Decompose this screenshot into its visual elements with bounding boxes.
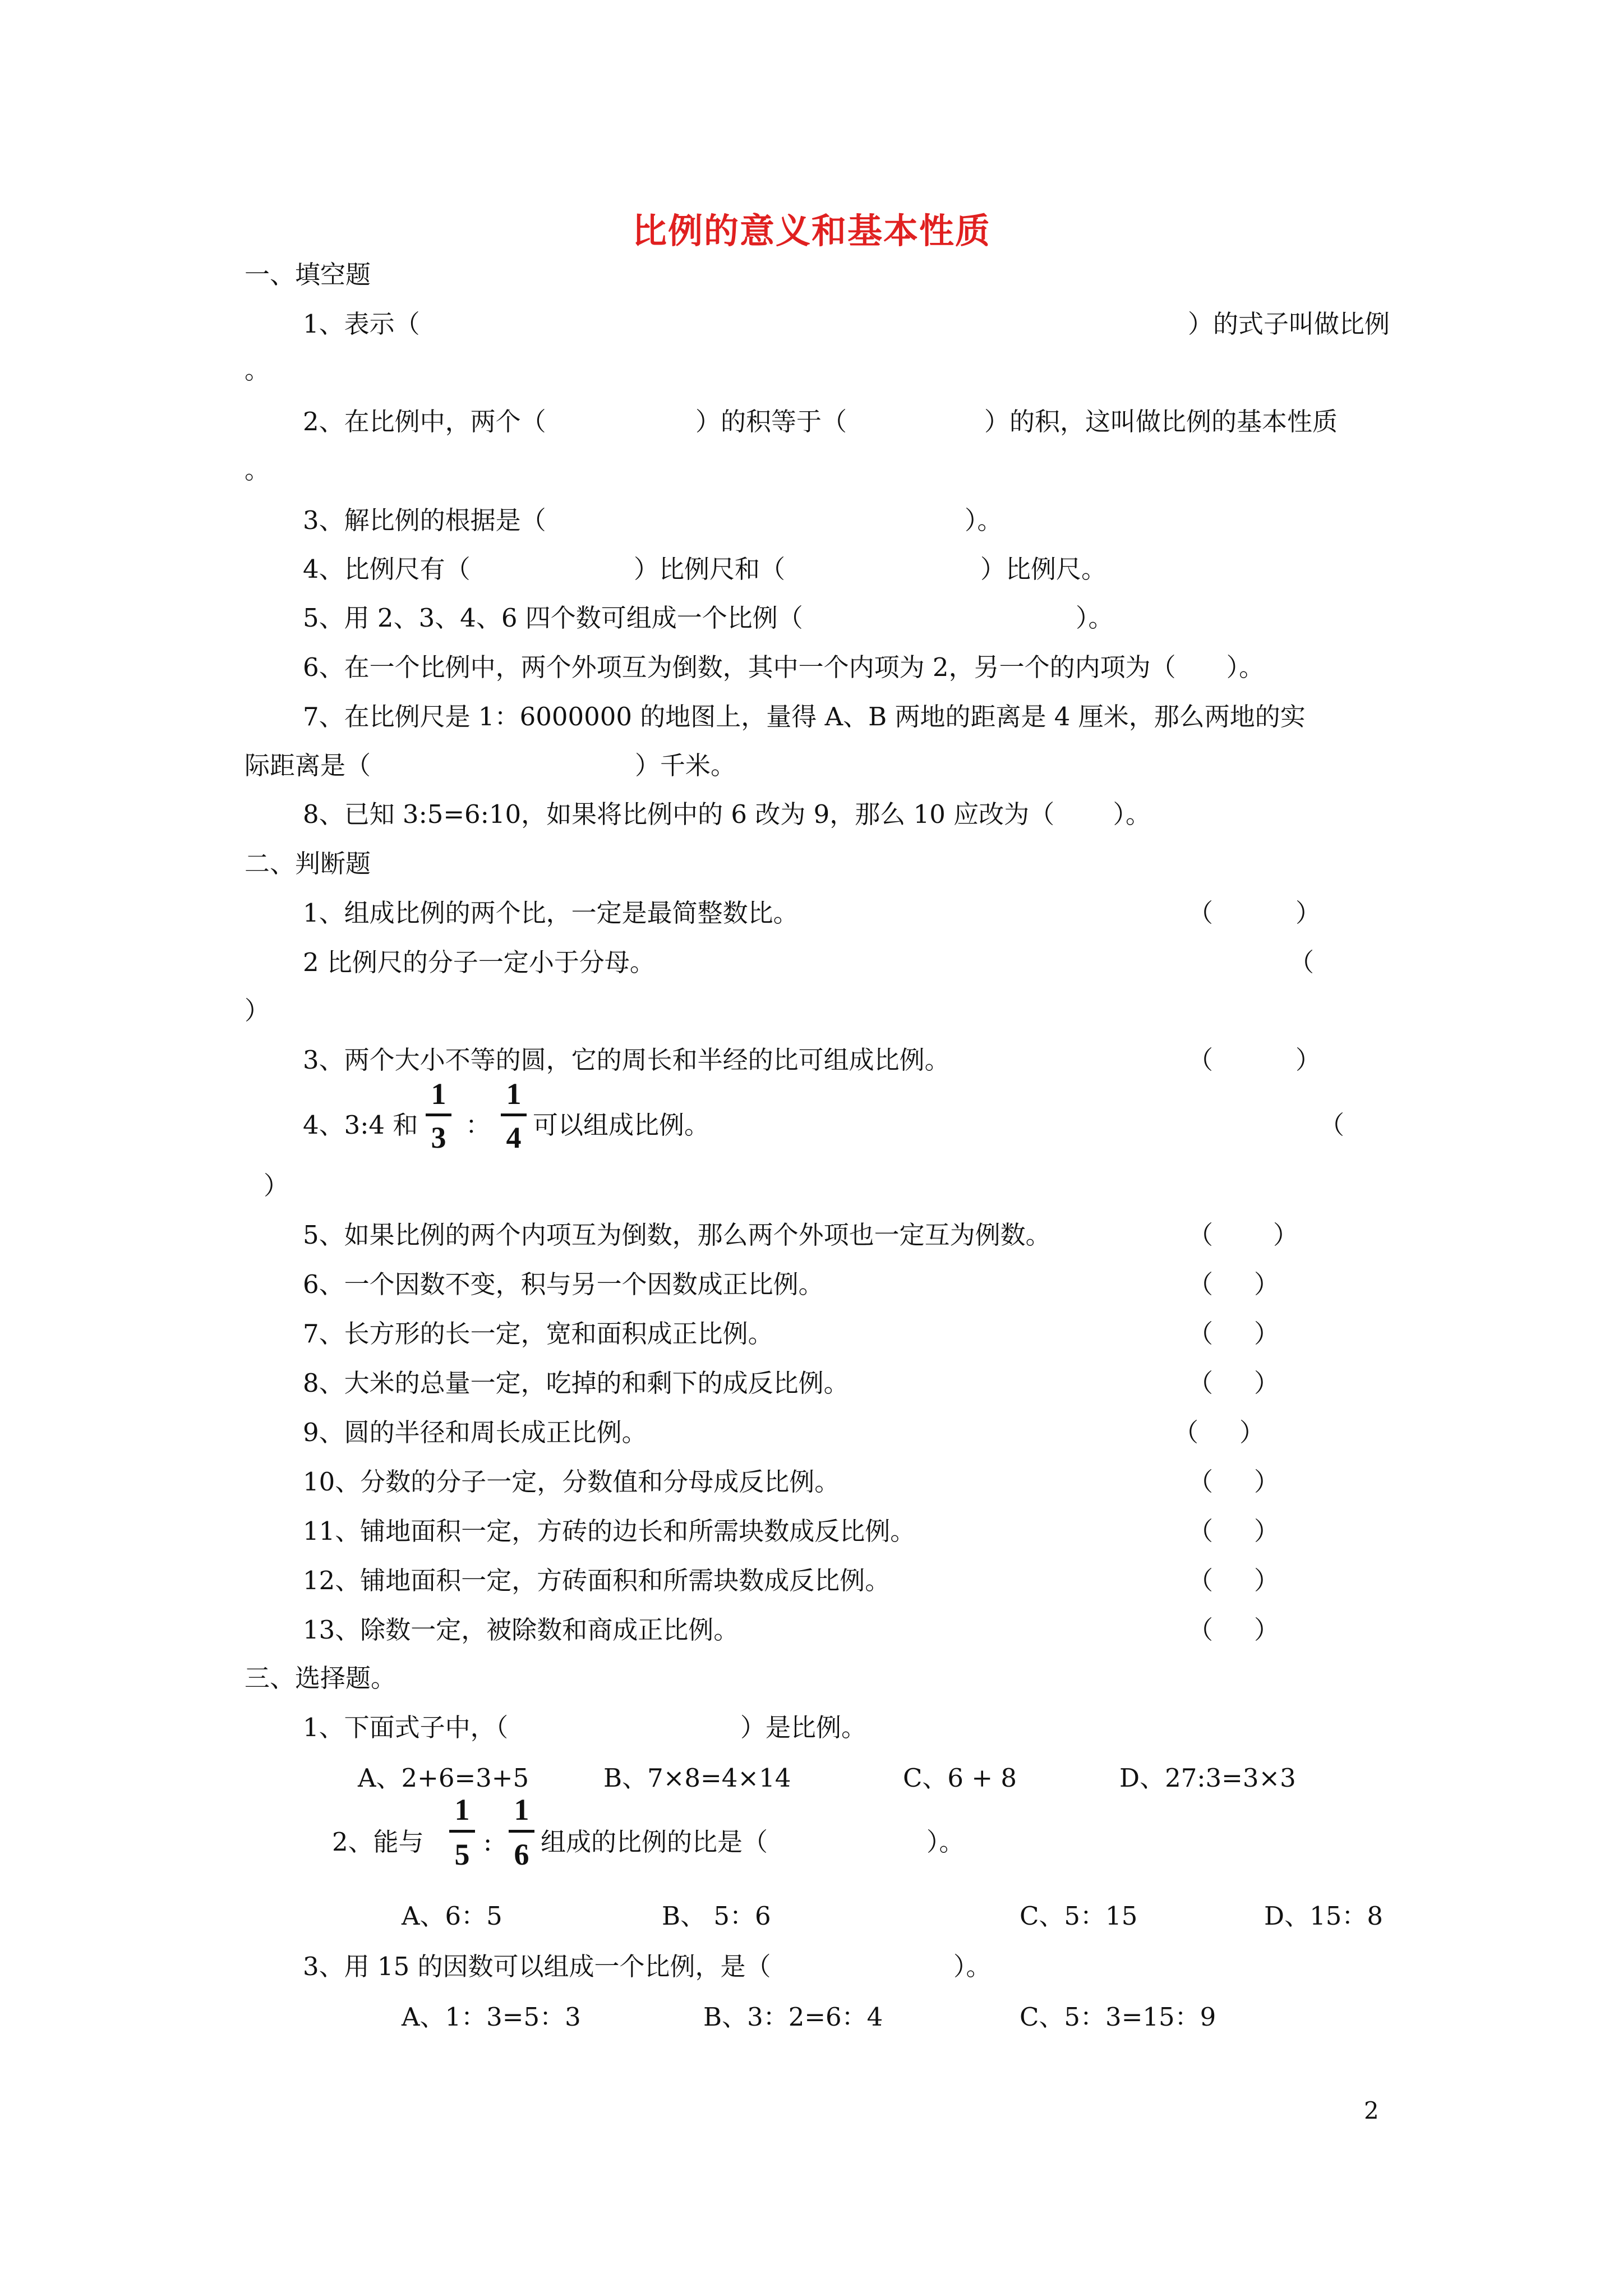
q3-text-start: 3、解比例的根据是（ [303, 505, 546, 535]
j10-paren-close: ） [1254, 1467, 1280, 1497]
c1-option-d: D、27:3=3×3 [1119, 1763, 1296, 1793]
c2-option-a: A、6：5 [402, 1901, 502, 1931]
c2-frac2-denominator: 6 [514, 1838, 529, 1871]
j4-frac1-numerator: 1 [431, 1077, 446, 1111]
c3-option-c: C、5：3=15：9 [1020, 2002, 1216, 2032]
j1-paren-close: ） [1295, 898, 1321, 928]
c1-option-c: C、6 + 8 [903, 1763, 1017, 1793]
section-heading-fill-blank: 一、填空题 [245, 260, 371, 289]
q2-text-mid: ）的积等于（ [695, 407, 847, 436]
q2-text-end: ）的积，这叫做比例的基本性质 [984, 407, 1338, 436]
j4-paren-open: （ [1319, 1110, 1345, 1140]
j9-paren-open: （ [1173, 1418, 1199, 1447]
c2-colon: : [483, 1827, 492, 1857]
q7-text-line1: 7、在比例尺是 1：6000000 的地图上，量得 A、B 两地的距离是 4 厘米，那么两地的实 [303, 702, 1306, 731]
q1-period: 。 [245, 355, 270, 385]
j6-text: 6、一个因数不变，积与另一个因数成正比例。 [303, 1269, 824, 1299]
q4-text-start: 4、比例尺有（ [303, 554, 471, 584]
j6-paren-open: （ [1188, 1269, 1214, 1299]
j4-frac2-bar [501, 1114, 527, 1116]
j2-paren-open: （ [1289, 947, 1315, 977]
section-heading-true-false: 二、判断题 [245, 849, 371, 878]
page-number: 2 [1364, 2097, 1379, 2124]
q4-text-mid: ）比例尺和（ [634, 554, 786, 584]
j3-paren-open: （ [1188, 1045, 1214, 1075]
c2-frac1-bar [449, 1830, 475, 1833]
j2-paren-close: ） [245, 996, 270, 1025]
j11-paren-open: （ [1188, 1516, 1214, 1546]
j8-paren-open: （ [1188, 1368, 1214, 1398]
j12-paren-close: ） [1254, 1566, 1280, 1595]
c1-text-end: ）是比例。 [740, 1713, 867, 1742]
j12-paren-open: （ [1188, 1566, 1214, 1595]
j4-colon: ： [465, 1110, 491, 1140]
j11-text: 11、铺地面积一定，方砖的边长和所需块数成反比例。 [303, 1516, 916, 1546]
j5-paren-close: ） [1273, 1220, 1299, 1250]
q8-text: 8、已知 3:5=6:10，如果将比例中的 6 改为 9，那么 10 应改为（ ）。 [303, 799, 1151, 829]
c3-option-a: A、1：3=5：3 [402, 2002, 581, 2032]
q7-text-line2-start: 际距离是（ [245, 751, 371, 780]
c2-frac2-numerator: 1 [514, 1793, 529, 1826]
q5-text-start: 5、用 2、3、4、6 四个数可组成一个比例（ [303, 603, 803, 633]
j8-text: 8、大米的总量一定，吃掉的和剩下的成反比例。 [303, 1368, 849, 1398]
q1-text-end: ）的式子叫做比例 [1188, 309, 1390, 339]
q2-period: 。 [245, 455, 270, 485]
j4-frac1-bar [426, 1114, 451, 1116]
j1-text: 1、组成比例的两个比，一定是最简整数比。 [303, 898, 799, 928]
j4-frac2-numerator: 1 [506, 1077, 522, 1111]
j8-paren-close: ） [1254, 1368, 1280, 1398]
c3-text-start: 3、用 15 的因数可以组成一个比例，是（ [303, 1952, 771, 1981]
c2-text-mid: 组成的比例的比是（ [541, 1827, 768, 1857]
j13-text: 13、除数一定，被除数和商成正比例。 [303, 1615, 739, 1645]
j9-text: 9、圆的半径和周长成正比例。 [303, 1418, 647, 1447]
c2-frac1-denominator: 5 [454, 1838, 470, 1871]
j7-text: 7、长方形的长一定，宽和面积成正比例。 [303, 1319, 773, 1349]
j5-text: 5、如果比例的两个内项互为倒数，那么两个外项也一定互为例数。 [303, 1220, 1051, 1250]
j11-paren-close: ） [1254, 1516, 1280, 1546]
c2-frac2-bar [509, 1830, 534, 1833]
j13-paren-close: ） [1254, 1615, 1280, 1645]
q1-text-start: 1、表示（ [303, 309, 420, 339]
q7-text-line2-end: ）千米。 [635, 751, 736, 780]
q6-text: 6、在一个比例中，两个外项互为倒数，其中一个内项为 2，另一个的内项为（ ）。 [303, 652, 1265, 682]
j7-paren-open: （ [1188, 1319, 1214, 1349]
c1-option-a: A、2+6=3+5 [358, 1763, 529, 1793]
j10-text: 10、分数的分子一定，分数值和分母成反比例。 [303, 1467, 840, 1497]
j4-text-start: 4、3:4 和 [303, 1110, 418, 1140]
j9-paren-close: ） [1239, 1418, 1265, 1447]
c2-option-b: B、 5：6 [662, 1901, 771, 1931]
j12-text: 12、铺地面积一定，方砖面积和所需块数成反比例。 [303, 1566, 891, 1595]
q2-text-start: 2、在比例中，两个（ [303, 407, 546, 436]
c3-text-end: ）。 [953, 1952, 992, 1981]
page-title: 比例的意义和基本性质 [631, 210, 991, 251]
j4-text-end: 可以组成比例。 [533, 1110, 710, 1140]
j4-frac2-denominator: 4 [506, 1121, 522, 1154]
c2-option-d: D、15：8 [1264, 1901, 1383, 1931]
q3-text-end: ）。 [965, 505, 1003, 535]
c1-text-start: 1、下面式子中，（ [303, 1713, 509, 1742]
j3-paren-close: ） [1295, 1045, 1321, 1075]
c1-option-b: B、7×8=4×14 [603, 1763, 791, 1793]
j3-text: 3、两个大小不等的圆，它的周长和半经的比可组成比例。 [303, 1045, 950, 1075]
j4-frac1-denominator: 3 [431, 1121, 446, 1154]
c2-text-end: ）。 [926, 1827, 965, 1857]
c2-text-start: 2、能与 [332, 1827, 424, 1857]
c3-option-b: B、3：2=6：4 [703, 2002, 883, 2032]
q5-text-end: ）。 [1076, 603, 1114, 633]
j1-paren-open: （ [1188, 898, 1214, 928]
j2-text: 2 比例尺的分子一定小于分母。 [303, 947, 655, 977]
j4-paren-close: ） [264, 1171, 289, 1200]
c2-option-c: C、5：15 [1020, 1901, 1138, 1931]
j5-paren-open: （ [1188, 1220, 1214, 1250]
c2-frac1-numerator: 1 [454, 1793, 470, 1826]
j10-paren-open: （ [1188, 1467, 1214, 1497]
j13-paren-open: （ [1188, 1615, 1214, 1645]
section-heading-multiple-choice: 三、选择题。 [245, 1663, 396, 1693]
j7-paren-close: ） [1254, 1319, 1280, 1349]
q4-text-end: ）比例尺。 [980, 554, 1107, 584]
j6-paren-close: ） [1254, 1269, 1280, 1299]
